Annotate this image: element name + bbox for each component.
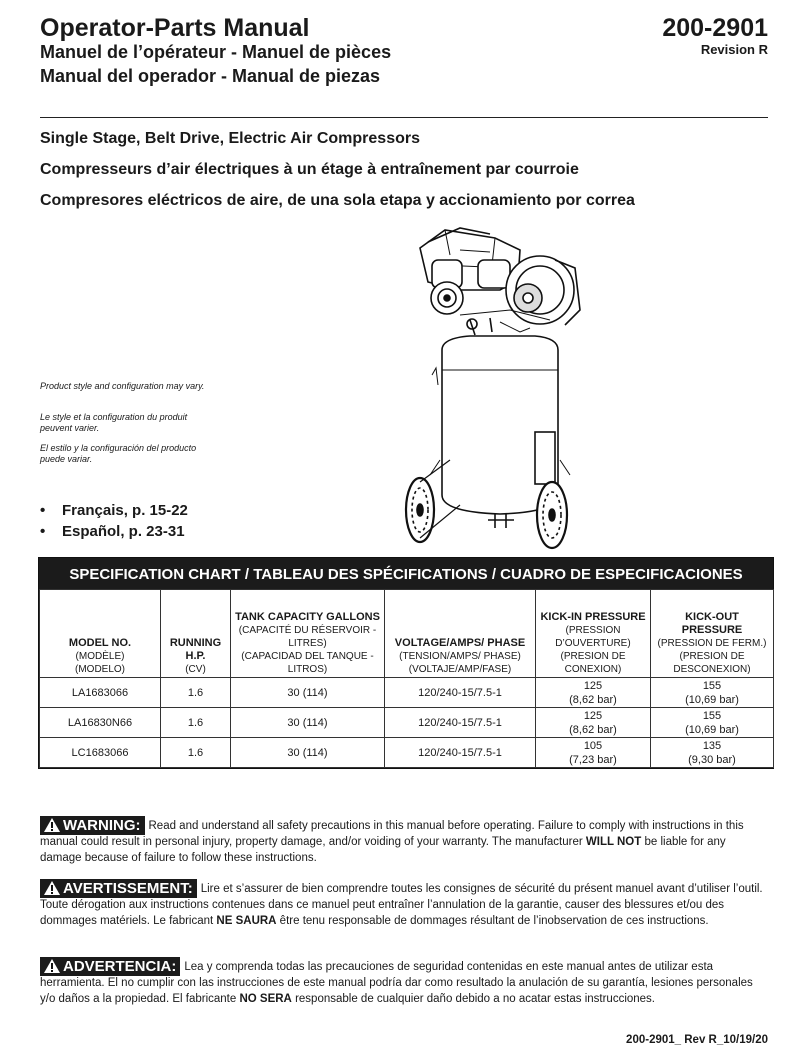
column-header-running-hp: RUNNING H.P. (CV) <box>161 590 231 678</box>
cell-model: LC1683066 <box>40 738 161 768</box>
warning-badge: ADVERTENCIA: <box>40 957 180 976</box>
title-spanish: Manual del operador - Manual de piezas <box>40 66 381 86</box>
revision-label: Revision R <box>700 42 768 57</box>
warning-triangle-icon <box>44 818 60 832</box>
warning-english: WARNING: Read and understand all safety precautions in this manual before operating. Failure to comply with instructions in this manual could result in personal injury, property damage, and/or voiding of your warranty. The manufacturer WILL NOT be liable for any damage because of failure to follow these instructions. <box>40 817 744 864</box>
note-french: Le style et la configuration du produit peuvent varier. <box>40 412 188 433</box>
cell-voltage: 120/240-15/7.5-1 <box>385 678 536 708</box>
cell-voltage: 120/240-15/7.5-1 <box>385 738 536 768</box>
column-header-tank-capacity: TANK CAPACITY GALLONS (CAPACITÉ DU RÉSERVOIR - LITRES) (CAPACIDAD DEL TANQUE - LITROS) <box>231 590 385 678</box>
language-link-spanish[interactable] <box>40 523 185 540</box>
cell-model: LA1683066 <box>40 678 161 708</box>
cell-hp: 1.6 <box>161 678 231 708</box>
cell-voltage: 120/240-15/7.5-1 <box>385 708 536 738</box>
bullet: • <box>40 523 46 540</box>
subtitle-french: Compresseurs d’air électriques à un étage à entraînement par courroie <box>40 161 579 178</box>
language-label: Español, p. 23-31 <box>62 523 185 540</box>
footer-revision-date: 200-2901_ Rev R_10/19/20 <box>626 1034 768 1046</box>
cell-tank: 30 (114) <box>231 678 385 708</box>
cell-model: LA16830N66 <box>40 708 161 738</box>
column-header-kick-out: KICK-OUT PRESSURE (PRESSION DE FERM.) (PRESION DE DESCONEXION) <box>651 590 774 678</box>
cell-hp: 1.6 <box>161 738 231 768</box>
cell-kick-out: 155 (10,69 bar) <box>651 708 774 738</box>
warning-triangle-icon <box>44 881 60 895</box>
subtitle-english: Single Stage, Belt Drive, Electric Air Compressors <box>40 130 420 147</box>
warning-triangle-icon <box>44 959 60 973</box>
column-header-model: MODEL NO. (MODÈLE) (MODELO) <box>40 590 161 678</box>
warning-french: AVERTISSEMENT: Lire et s’assurer de bien comprendre toutes les consignes de sécurité du présent manuel avant d’utiliser l’outil. Toute dérogation aux instructions contenues dans ce manuel peut entraîner l’annulation de la garantie, causer des blessures et/ou des dommages matériels. Le fabricant NE SAURA être tenu responsable de dommages résultant de l’inobservation de ces instructions. <box>40 880 763 927</box>
header-divider <box>40 117 768 118</box>
bullet: • <box>40 502 46 519</box>
cell-tank: 30 (114) <box>231 708 385 738</box>
warning-spanish: ADVERTENCIA: Lea y comprenda todas las precauciones de seguridad contenidas en este manual antes de utilizar esta herramienta. El no cumplir con las instrucciones de este manual podría dar como resultado la anulación de su garantía, lesiones personales y/o daños a la propiedad. El fabricante NO SERA responsable de cualquier daño debido a no acatar estas instrucciones. <box>40 958 753 1005</box>
air-compressor-illustration <box>400 220 590 555</box>
warning-badge: WARNING: <box>40 816 145 835</box>
cell-kick-in: 105 (7,23 bar) <box>536 738 651 768</box>
specification-chart <box>38 557 774 769</box>
subtitle-spanish: Compresores eléctricos de aire, de una sola etapa y accionamiento por correa <box>40 192 635 209</box>
title-french: Manuel de l’opérateur - Manuel de pièces <box>40 42 392 62</box>
note-spanish: El estilo y la configuración del producto puede variar. <box>40 443 197 464</box>
column-header-voltage: VOLTAGE/AMPS/ PHASE (TENSION/AMPS/ PHASE) (VOLTAJE/AMP/FASE) <box>385 590 536 678</box>
cell-kick-out: 155 (10,69 bar) <box>651 678 774 708</box>
cell-hp: 1.6 <box>161 708 231 738</box>
cell-kick-out: 135 (9,30 bar) <box>651 738 774 768</box>
note-english: Product style and configuration may vary. <box>40 381 205 391</box>
cell-kick-in: 125 (8,62 bar) <box>536 708 651 738</box>
table-row <box>40 708 774 738</box>
title-english: Operator-Parts Manual <box>40 14 310 42</box>
language-label: Français, p. 15-22 <box>62 502 188 519</box>
table-row <box>40 738 774 768</box>
language-link-french[interactable] <box>40 502 188 519</box>
specification-chart-title: SPECIFICATION CHART / TABLEAU DES SPÉCIFICATIONS / CUADRO DE ESPECIFICACIONES <box>39 558 773 589</box>
table-row <box>40 678 774 708</box>
cell-tank: 30 (114) <box>231 738 385 768</box>
cell-kick-in: 125 (8,62 bar) <box>536 678 651 708</box>
specification-table <box>39 589 774 768</box>
column-header-kick-in: KICK-IN PRESSURE (PRESSION D’OUVERTURE) (PRESION DE CONEXION) <box>536 590 651 678</box>
warning-badge: AVERTISSEMENT: <box>40 879 197 898</box>
document-number: 200-2901 <box>662 14 768 42</box>
